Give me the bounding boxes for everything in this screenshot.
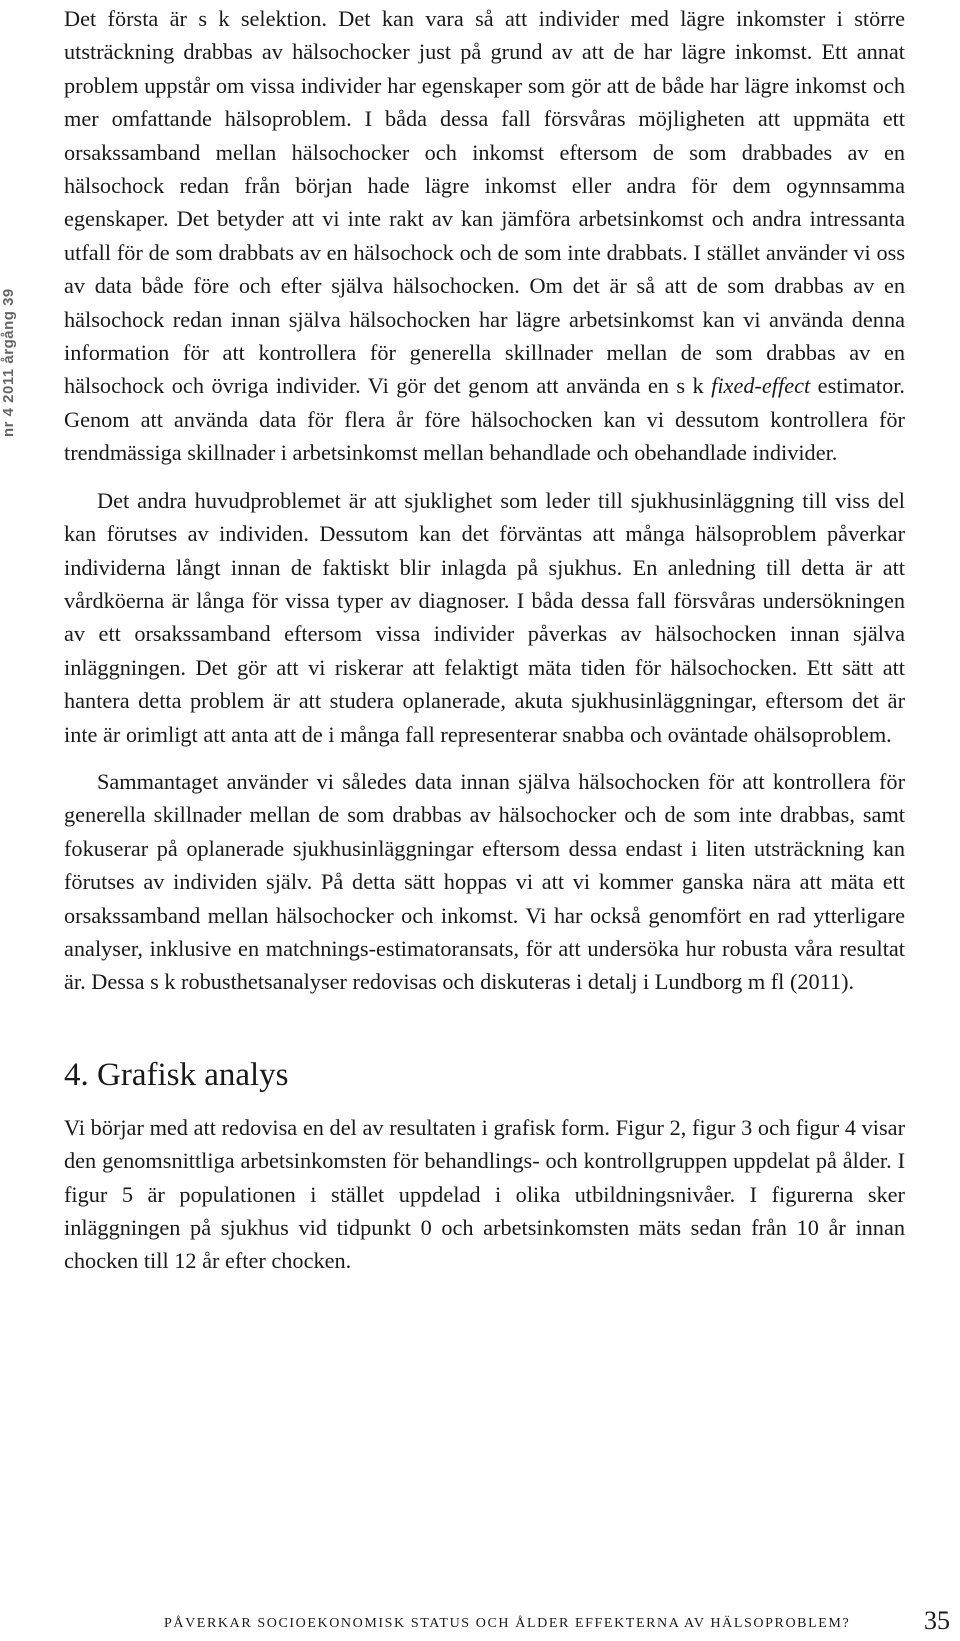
- paragraph-graphical-analysis: Vi börjar med att redovisa en del av resultaten i grafisk form. Figur 2, figur 3 och figur 4 visar den genomsnittliga arbetsinkomsten för behandlings- och kontrollgruppen uppdelat på ålder. I figur 5 är populationen i stället uppdelad i olika utbildningsnivåer. I figurerna sker inläggningen på sjukhus vid tidpunkt 0 och arbetsinkomsten mäts sedan från 10 år innan chocken till 12 år efter chocken.: [64, 1114, 905, 1274]
- journal-issue-label: nr 4 2011 årgång 39: [0, 288, 17, 438]
- paragraph-selection-end: estimator. Genom att använda data för flera år före hälsochocken kan vi dessutom kontrollera för trendmässiga skillnader i arbetsinkomst mellan behandlade och obehandlade individer.: [64, 373, 905, 466]
- running-head: PÅVERKAR SOCIOEKONOMISK STATUS OCH ÅLDER EFFEKTERNA AV HÄLSOPROBLEM?: [164, 1616, 851, 1631]
- paragraph-selection-text: Det första är s k selektion. Det kan vara så att individer med lägre inkomster i större utsträckning drabbas av hälsochocker just på grund av att de har lägre inkomst. Ett annat problem uppstår om vissa individer har egenskaper som gör att de både har lägre inkomst och mer omfattande hälsoproblem. I båda dessa fall försvåras möjligheten att uppmäta ett orsakssamband mellan hälsochocker och inkomst eftersom de som drabbades av en hälsochock redan från början hade lägre inkomst eller andra för dem ogynnsamma egenskaper. Det betyder att vi inte rakt av kan jämföra arbetsinkomst och andra intressanta utfall för de som drabbats av en hälsochock och de som inte drabbats. I stället använder vi oss av data både före och efter själva hälsochocken. Om det är så att de som drabbas av en hälsochock redan innan själva hälsochocken har lägre arbetsinkomst kan vi använda denna information för att kontrollera för generella skillnader mellan de som drabbas av en hälsochock och övriga individer. Vi gör det genom att använda en s k: [64, 6, 905, 399]
- section-heading: 4. Grafisk analys: [64, 1056, 289, 1093]
- page-footer: [0, 1606, 960, 1636]
- italic-term: fixed-effect: [711, 373, 811, 399]
- paragraph-selection: [64, 2, 905, 470]
- paragraph-summary: Sammantaget använder vi således data innan själva hälsochocken för att kontrollera för generella skillnader mellan de som drabbas av hälsochocker och de som inte drabbas, samt fokuserar på oplanerade sjukhusinläggningar eftersom dessa endast i liten utsträckning kan förutses av individen själv. På detta sätt hoppas vi att vi kommer ganska nära att mäta ett orsakssamband mellan hälsochocker och inkomst. Vi har också genomfört en rad ytterligare analyser, inklusive en matchnings-estimatoransats, för att undersöka hur robusta våra resultat är. Dessa s k robusthetsanalyser redovisas och diskuteras i detalj i Lundborg m fl (2011).: [64, 768, 905, 995]
- paragraph-second-problem: Det andra huvudproblemet är att sjuklighet som leder till sjukhusinläggning till viss del kan förutses av individen. Dessutom kan det förväntas att många hälsoproblem påverkar individerna långt innan de faktiskt blir inlagda på sjukhus. En anledning till detta är att vårdköerna är långa för vissa typer av diagnoser. I båda dessa fall försvåras undersökningen av ett orsakssamband eftersom vissa individer påverkas av hälsochocken innan själva inläggningen. Det gör att vi riskerar att felaktigt mäta tiden för hälsochocken. Ett sätt att hantera detta problem är att studera oplanerade, akuta sjukhusinläggningar, eftersom det är inte är orimligt att anta att de i många fall representerar snabba och oväntade ohälsoproblem.: [64, 487, 905, 747]
- article-body: [64, 0, 905, 1278]
- page-number: 35: [924, 1606, 950, 1635]
